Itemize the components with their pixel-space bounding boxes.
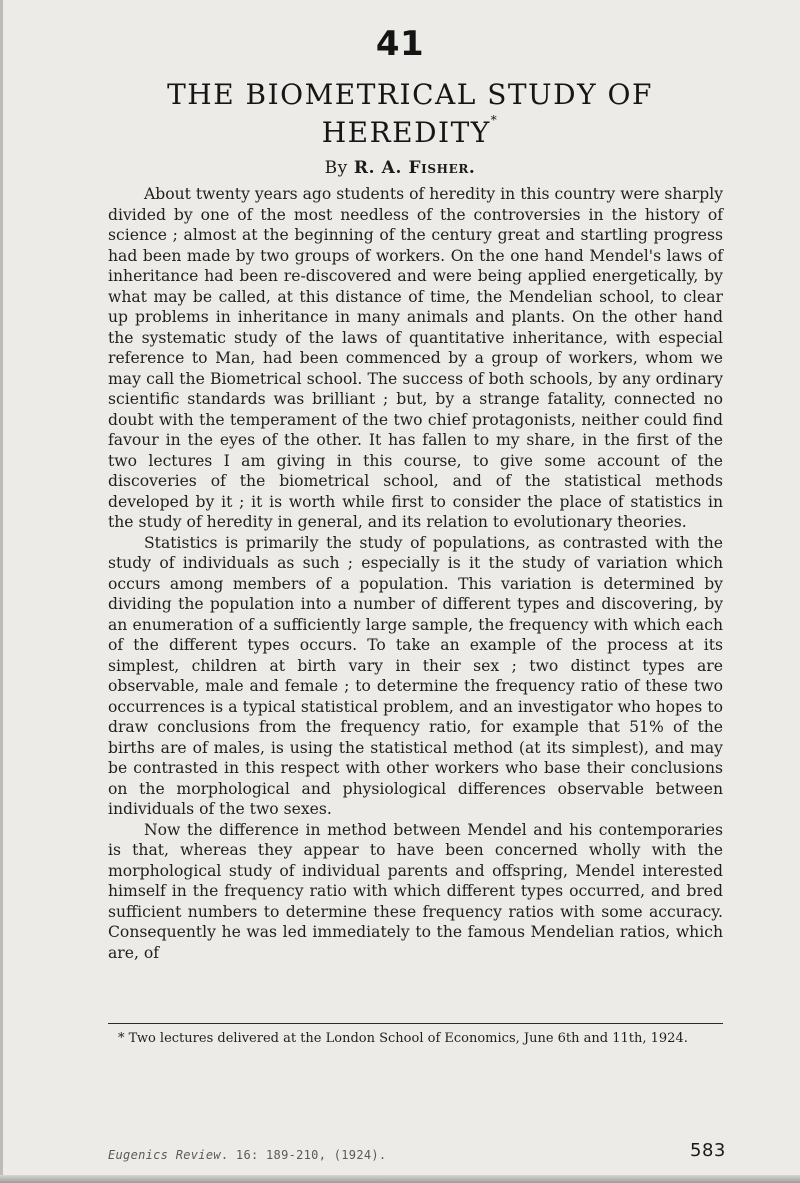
title-line-1: THE BIOMETRICAL STUDY OF xyxy=(167,78,653,111)
footnote: * Two lectures delivered at the London School of Economics, June 6th and 11th, 1924. xyxy=(118,1031,688,1046)
paragraph-3: Now the difference in method between Mendel and his contemporaries is that, whereas they appear to have been concerned wholly with the morphological study of individual parents and offspring, Mendel interested himself in the frequency ratio with which different types occurred, and bred sufficient numbers to determine these frequency ratios with some accuracy. Consequently he was led immediately to the famous Mendelian ratios, which are, of xyxy=(108,820,723,962)
paragraph-1: About twenty years ago students of heredity in this country were sharply divided by one of the most needless of the controversies in the history of science ; almost at the beginning of the century great and startling progress had been made by two groups of workers. On the one hand Mendel's laws of inheritance had been re-discovered and were being applied energetically, by what may be called, at this distance of time, the Mendelian school, to clear up problems in inheritance in many animals and plants. On the other hand the systematic study of the laws of quantitative inheritance, with especial reference to Man, had been commenced by a group of workers, whom we may call the Biometrical school. The success of both schools, by any ordinary scientific standards was brilliant ; but, by a strange fatality, connected no doubt with the temperament of the two chief protagonists, neither could find favour in the eyes of the other. It has fallen to my share, in the first of the two lectures I am giving in this course, to give some account of the discoveries of the biometrical school, and of the statistical methods developed by it ; it is worth while first to consider the place of statistics in the study of heredity in general, and its relation to evolutionary theories. xyxy=(108,185,723,531)
title-footnote-mark: * xyxy=(490,113,499,127)
footnote-divider xyxy=(108,1023,723,1024)
author-prefix: By xyxy=(324,158,348,178)
page-folio: 583 xyxy=(690,1140,726,1161)
author-byline xyxy=(0,158,800,178)
citation-details: . 16: 189-210, (1924). xyxy=(220,1148,387,1162)
article-body xyxy=(108,184,723,963)
title-line-2-wrapper xyxy=(100,114,720,152)
author-name: R. A. Fisher. xyxy=(353,158,476,178)
source-citation xyxy=(108,1148,386,1162)
title-line-2: HEREDITY xyxy=(321,116,491,149)
chapter-number: 41 xyxy=(375,24,425,64)
paragraph-2: Statistics is primarily the study of populations, as contrasted with the study of individuals as such ; especially is it the study of variation which occurs among members of a population. This variation is determined by dividing the population into a number of different types and discovering, by an enumeration of a sufficiently large sample, the frequency with which each of the different types occurs. To take an example of the process at its simplest, children at birth vary in their sex ; two distinct types are observable, male and female ; to determine the frequency ratio of these two occurrences is a typical statistical problem, and an investigator who hopes to draw conclusions from the frequency ratio, for example that 51% of the births are of males, is using the statistical method (at its simplest), and may be contrasted in this respect with other workers who base their conclusions on the morphological and physiological differences observable between individuals of the two sexes. xyxy=(108,533,723,818)
page-bottom-edge xyxy=(0,1175,800,1183)
citation-journal: Eugenics Review xyxy=(108,1148,221,1162)
article-title xyxy=(100,76,720,152)
